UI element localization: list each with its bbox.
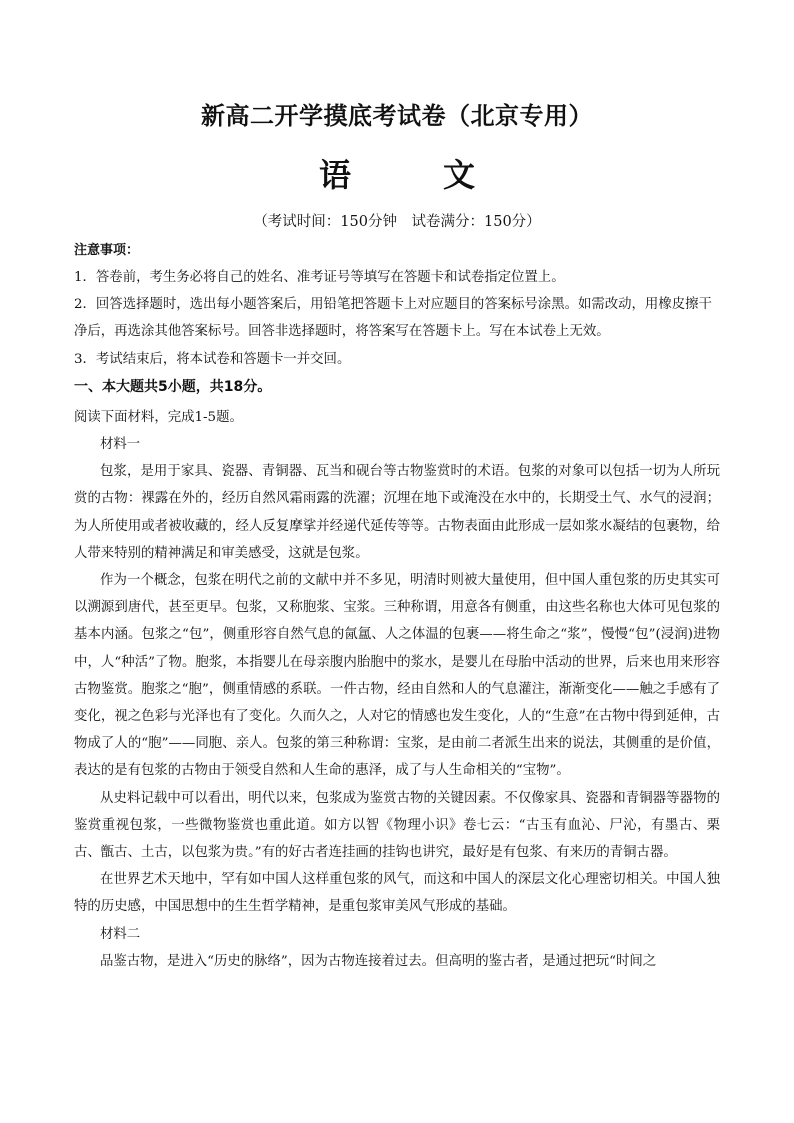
notes-heading: 注意事项：	[74, 243, 140, 258]
material-label: 材料一	[100, 437, 141, 452]
reading-material	[74, 431, 720, 975]
notes-list	[74, 264, 720, 373]
material-paragraph: 从史料记载中可以看出，明代以来，包浆成为鉴赏古物的关键因素。不仅像家具、瓷器和青铜器等器物的鉴赏重视包浆，一些微物鉴赏也重此道。如方以智《物理小识》卷七云：“古玉有血沁、尸沁，有墨古、栗古、甑古、土古，以包浆为贵。”有的好古者连挂画的挂钩也讲究，最好是有包浆、有来历的青铜古器。	[74, 790, 720, 861]
material-paragraph: 品鉴古物，是进入“历史的脉络”，因为古物连接着过去。但高明的鉴古者，是通过把玩“时间之	[100, 953, 657, 969]
note-item: 3．考试结束后，将本试卷和答题卡一并交回。	[74, 351, 351, 367]
subject-title: 语 文	[318, 156, 505, 194]
exam-info: （考试时间：150分钟 试卷满分：150分）	[253, 214, 541, 230]
material-paragraph: 作为一个概念，包浆在明代之前的文献中并不多见，明清时则被大量使用，但中国人重包浆的历史其实可以溯源到唐代，甚至更早。包浆，又称胞浆、宝浆。三种称谓，用意各有侧重，由这些名称也大体可见包浆的基本内涵。包浆之“包”，侧重形容自然气息的氤氲、人之体温的包裹——将生命之“浆”，慢慢“包”(浸润)进物中，人“种活”了物。胞浆，本指婴儿在母亲腹内胎胞中的浆水，是婴儿在母胎中活动的世界，后来也用来形容古物鉴赏。胞浆之“胞”，侧重情感的系联。一件古物，经由自然和人的气息灌注，渐渐变化——触之手感有了变化，视之色彩与光泽也有了变化。久而久之，人对它的情感也发生变化，人的“生意”在古物中得到延伸，古物成了人的“胞”——同胞、亲人。包浆的第三种称谓：宝浆，是由前二者派生出来的说法，其侧重的是价值，表达的是有包浆的古物由于领受自然和人生命的惠泽，成了与人生命相关的“宝物”。	[74, 573, 720, 779]
material-label: 材料二	[100, 926, 141, 942]
material-paragraph: 包浆，是用于家具、瓷器、青铜器、瓦当和砚台等古物鉴赏时的术语。包浆的对象可以包括一切为人所玩赏的古物：裸露在外的，经历自然风霜雨露的洗濯；沉埋在地下或淹没在水中的，长期受土气、水气的浸润；为人所使用或者被收藏的，经人反复摩挲并经递代延传等等。古物表面由此形成一层如浆水凝结的包裹物，给人带来特别的精神满足和审美感受，这就是包浆。	[74, 464, 720, 561]
material-paragraph: 在世界艺术天地中，罕有如中国人这样重包浆的风气，而这和中国人的深层文化心理密切相关。中国人独特的历史感，中国思想中的生生哲学精神，是重包浆审美风气形成的基础。	[74, 872, 720, 915]
note-item: 2．回答选择题时，选出每小题答案后，用铅笔把答题卡上对应题目的答案标号涂黑。如需改动，用橡皮擦干净后，再选涂其他答案标号。回答非选择题时，将答案写在答题卡上。写在本试卷上无效。	[74, 297, 712, 340]
section-instruction: 阅读下面材料，完成1-5题。	[74, 410, 243, 425]
exam-title: 新高二开学摸底考试卷（北京专用）	[201, 102, 593, 130]
note-item: 1．答卷前，考生务必将自己的姓名、准考证号等填写在答题卡和试卷指定位置上。	[74, 270, 565, 285]
section-heading: 一、本大题共5小题，共18分。	[74, 379, 272, 395]
